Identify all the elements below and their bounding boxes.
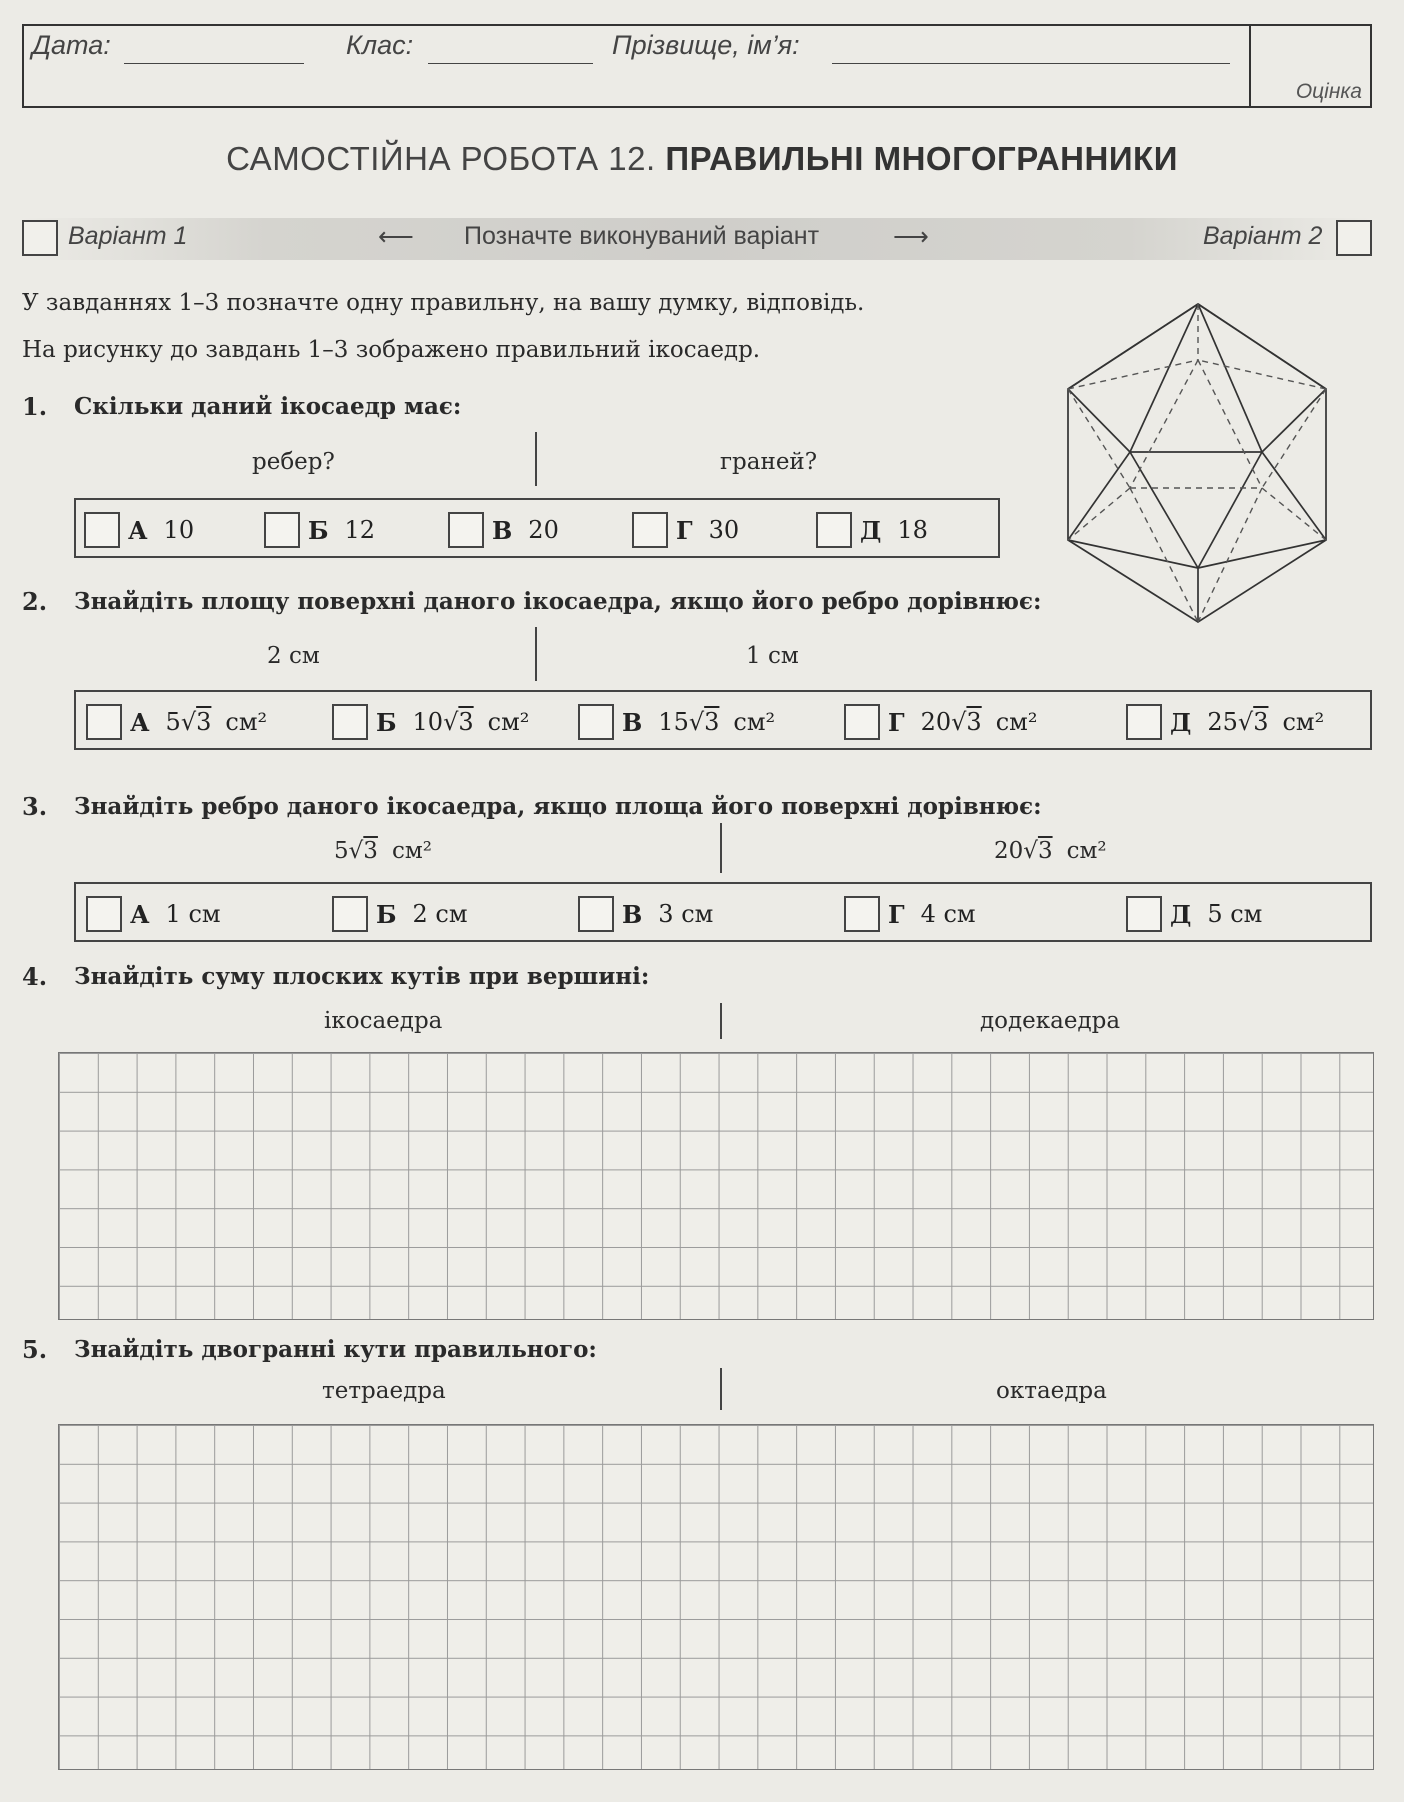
q4-text: Знайдіть суму плоских кутів при вершині:: [74, 963, 650, 990]
q2-number: 2.: [22, 587, 48, 616]
q3-option-d[interactable]: [844, 884, 976, 944]
option-letter: А: [128, 515, 148, 545]
coef: 20: [994, 838, 1024, 864]
coef: 25: [1207, 708, 1238, 736]
checkbox[interactable]: [448, 512, 484, 548]
title-topic: ПРАВИЛЬНІ МНОГОГРАННИКИ: [665, 140, 1178, 177]
checkbox[interactable]: [332, 704, 368, 740]
q1-col2: граней?: [720, 449, 818, 475]
root: 3: [704, 708, 720, 736]
arrow-right-icon: ⟶: [893, 223, 929, 251]
q1-text: Скільки даний ікосаедр має:: [74, 393, 462, 420]
q2-options: [74, 690, 1372, 750]
option-value: 1 см: [165, 900, 221, 928]
q3-number: 3.: [22, 792, 48, 821]
grade-label: Оцінка: [1295, 80, 1362, 103]
coef: 5: [165, 708, 181, 736]
date-field[interactable]: [124, 63, 304, 64]
option-value: 30: [708, 516, 740, 544]
q1-option-d[interactable]: [632, 500, 739, 560]
option-value: 2 см: [412, 900, 468, 928]
q2-text: Знайдіть площу поверхні даного ікосаедра, якщо його ребро дорівнює:: [74, 588, 1042, 615]
class-label: Клас:: [346, 30, 414, 60]
variant-2-checkbox[interactable]: [1336, 220, 1372, 256]
checkbox[interactable]: [84, 512, 120, 548]
q1-option-b[interactable]: [264, 500, 375, 560]
name-field[interactable]: [832, 63, 1230, 64]
q3-options: [74, 882, 1372, 942]
grade-field[interactable]: [1250, 26, 1368, 76]
column-divider: [720, 823, 722, 873]
option-letter: Б: [376, 707, 397, 737]
q2-option-c[interactable]: В 15√3 см²: [578, 692, 775, 752]
q4-number: 4.: [22, 962, 48, 991]
checkbox[interactable]: [86, 704, 122, 740]
q1-number: 1.: [22, 392, 48, 421]
option-value: 18: [897, 516, 928, 544]
q1-option-e[interactable]: [816, 500, 928, 560]
option-value: 5 см: [1207, 900, 1263, 928]
option-letter: Г: [888, 707, 905, 737]
checkbox[interactable]: [332, 896, 368, 932]
q2-option-e[interactable]: Д 25√3 см²: [1126, 692, 1324, 752]
q5-answer-grid[interactable]: [58, 1424, 1374, 1770]
q4-col1: ікосаедра: [324, 1008, 443, 1034]
variant-1-checkbox[interactable]: [22, 220, 58, 256]
checkbox[interactable]: [844, 704, 880, 740]
q2-option-b[interactable]: Б 10√3 см²: [332, 692, 529, 752]
unit: см²: [995, 708, 1038, 736]
q3-option-c[interactable]: [578, 884, 713, 944]
q4-answer-grid[interactable]: [58, 1052, 1374, 1320]
q3-option-b[interactable]: [332, 884, 468, 944]
coef: 10: [412, 708, 444, 736]
name-label: Прізвище, ім’я:: [612, 30, 800, 60]
option-value: 4 см: [920, 900, 976, 928]
q4-col2: додекаедра: [980, 1008, 1121, 1034]
variant-2-label: Варіант 2: [1203, 222, 1323, 250]
q3-option-a[interactable]: [86, 884, 221, 944]
option-letter: В: [622, 707, 643, 737]
root: 3: [1253, 708, 1269, 736]
option-letter: А: [130, 899, 150, 929]
root: 3: [196, 708, 212, 736]
option-value: 3 см: [658, 900, 714, 928]
root: 3: [363, 838, 378, 864]
q5-col2: октаедра: [996, 1378, 1107, 1404]
checkbox[interactable]: [844, 896, 880, 932]
option-letter: Д: [1170, 899, 1192, 929]
checkbox[interactable]: [578, 896, 614, 932]
unit: см²: [1066, 838, 1107, 864]
option-letter: Г: [888, 899, 905, 929]
root: 3: [1037, 838, 1053, 864]
date-label: Дата:: [32, 30, 111, 60]
option-letter: А: [130, 707, 150, 737]
q1-options: [74, 498, 1000, 558]
q5-text: Знайдіть двогранні кути правильного:: [74, 1336, 597, 1363]
option-letter: Г: [676, 515, 693, 545]
q3-col1: 5√3 см²: [334, 838, 432, 864]
column-divider: [720, 1368, 722, 1410]
q1-option-c[interactable]: [448, 500, 559, 560]
q3-option-e[interactable]: [1126, 884, 1262, 944]
checkbox[interactable]: [86, 896, 122, 932]
q5-col1: тетраедра: [322, 1378, 446, 1404]
checkbox[interactable]: [632, 512, 668, 548]
option-letter: В: [492, 515, 513, 545]
q2-option-d[interactable]: Г 20√3 см²: [844, 692, 1037, 752]
q3-text: Знайдіть ребро даного ікосаедра, якщо площа його поверхні дорівнює:: [74, 793, 1042, 820]
unit: см²: [487, 708, 530, 736]
variant-1-label: Варіант 1: [68, 222, 188, 250]
checkbox[interactable]: [816, 512, 852, 548]
q1-col1: ребер?: [252, 449, 335, 475]
root: 3: [458, 708, 474, 736]
root: 3: [966, 708, 982, 736]
q2-col1: 2 см: [267, 643, 320, 669]
option-letter: В: [622, 899, 643, 929]
option-value: 10: [163, 516, 195, 544]
q5-number: 5.: [22, 1335, 48, 1364]
q2-option-a[interactable]: А 5√3 см²: [86, 692, 267, 752]
unit: см²: [225, 708, 268, 736]
unit: см²: [1282, 708, 1325, 736]
option-value: 20: [528, 516, 559, 544]
title-prefix: САМОСТІЙНА РОБОТА 12.: [226, 140, 656, 177]
icosahedron-figure: [1058, 296, 1344, 628]
checkbox[interactable]: [578, 704, 614, 740]
option-letter: Б: [376, 899, 397, 929]
page-title: [0, 140, 1404, 178]
option-letter: Д: [1170, 707, 1192, 737]
column-divider: [535, 627, 537, 681]
intro-line-2: На рисунку до завдань 1–3 зображено правильний ікосаедр.: [22, 337, 761, 363]
q3-col2: 20√3 см²: [994, 838, 1107, 864]
unit: см²: [733, 708, 776, 736]
option-letter: Б: [308, 515, 329, 545]
q2-col2: 1 см: [746, 643, 799, 669]
checkbox[interactable]: [264, 512, 300, 548]
checkbox[interactable]: [1126, 704, 1162, 740]
option-value: 12: [344, 516, 376, 544]
class-field[interactable]: [428, 63, 593, 64]
column-divider: [535, 432, 537, 486]
q1-option-a[interactable]: [84, 500, 194, 560]
intro-line-1: У завданнях 1–3 позначте одну правильну, на вашу думку, відповідь.: [22, 290, 865, 316]
coef: 15: [658, 708, 689, 736]
coef: 20: [920, 708, 952, 736]
variant-instruction: Позначте виконуваний варіант: [464, 222, 820, 250]
checkbox[interactable]: [1126, 896, 1162, 932]
column-divider: [720, 1003, 722, 1039]
unit: см²: [391, 838, 432, 864]
option-letter: Д: [860, 515, 882, 545]
arrow-left-icon: ⟵: [378, 223, 414, 251]
coef: 5: [334, 838, 349, 864]
